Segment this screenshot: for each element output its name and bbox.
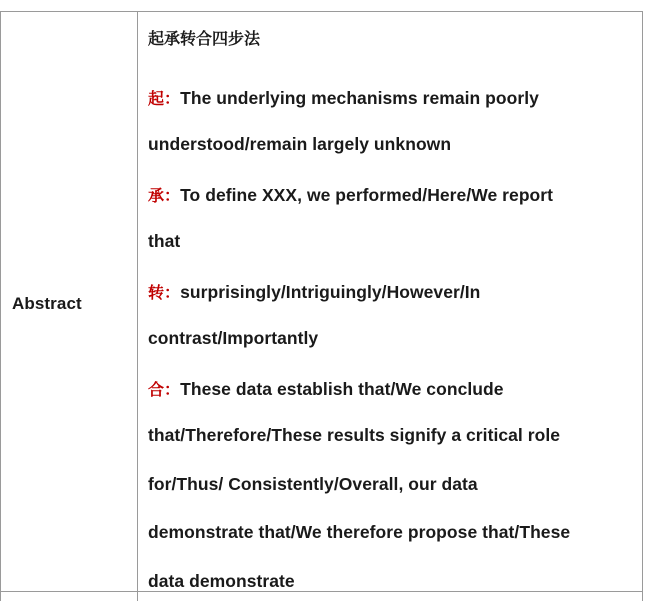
section-marker-he: 合： (148, 380, 181, 399)
section-text: demonstrate that/We therefore propose that/These (148, 522, 571, 542)
section-text: data demonstrate (148, 571, 295, 591)
section-text: To define XXX, we performed/Here/We report (180, 185, 554, 205)
section-cheng-line-2 (148, 231, 180, 252)
abstract-table (0, 11, 643, 601)
section-text: surprisingly/Intriguingly/However/In (180, 282, 481, 302)
section-text: for/Thus/ Consistently/Overall, our data (148, 474, 478, 494)
section-he-line-2 (148, 425, 560, 446)
section-text: contrast/Importantly (148, 328, 319, 348)
method-heading: 起承转合四步法 (148, 29, 261, 48)
section-qi-line-2 (148, 134, 451, 155)
section-text: that (148, 231, 181, 251)
section-qi-line-1 (148, 86, 539, 109)
section-he-line-3 (148, 474, 478, 495)
section-he-line-1 (148, 377, 504, 400)
section-text: understood/remain largely unknown (148, 134, 452, 154)
section-zhuan-line-2 (148, 328, 318, 349)
section-he-line-5 (148, 571, 295, 592)
column-divider (137, 12, 138, 601)
section-marker-qi: 起： (148, 89, 181, 108)
row-label: Abstract (12, 293, 82, 313)
section-marker-cheng: 承： (148, 186, 181, 205)
section-cheng-line-1 (148, 183, 553, 206)
section-marker-zhuan: 转： (148, 283, 181, 302)
section-he-line-4 (148, 522, 570, 543)
row-divider (1, 591, 642, 592)
section-text: The underlying mechanisms remain poorly (180, 88, 539, 108)
label-cell (1, 12, 137, 591)
section-text: that/Therefore/These results signify a critical role (148, 425, 561, 445)
section-text: These data establish that/We conclude (180, 379, 504, 399)
section-zhuan-line-1 (148, 280, 480, 303)
